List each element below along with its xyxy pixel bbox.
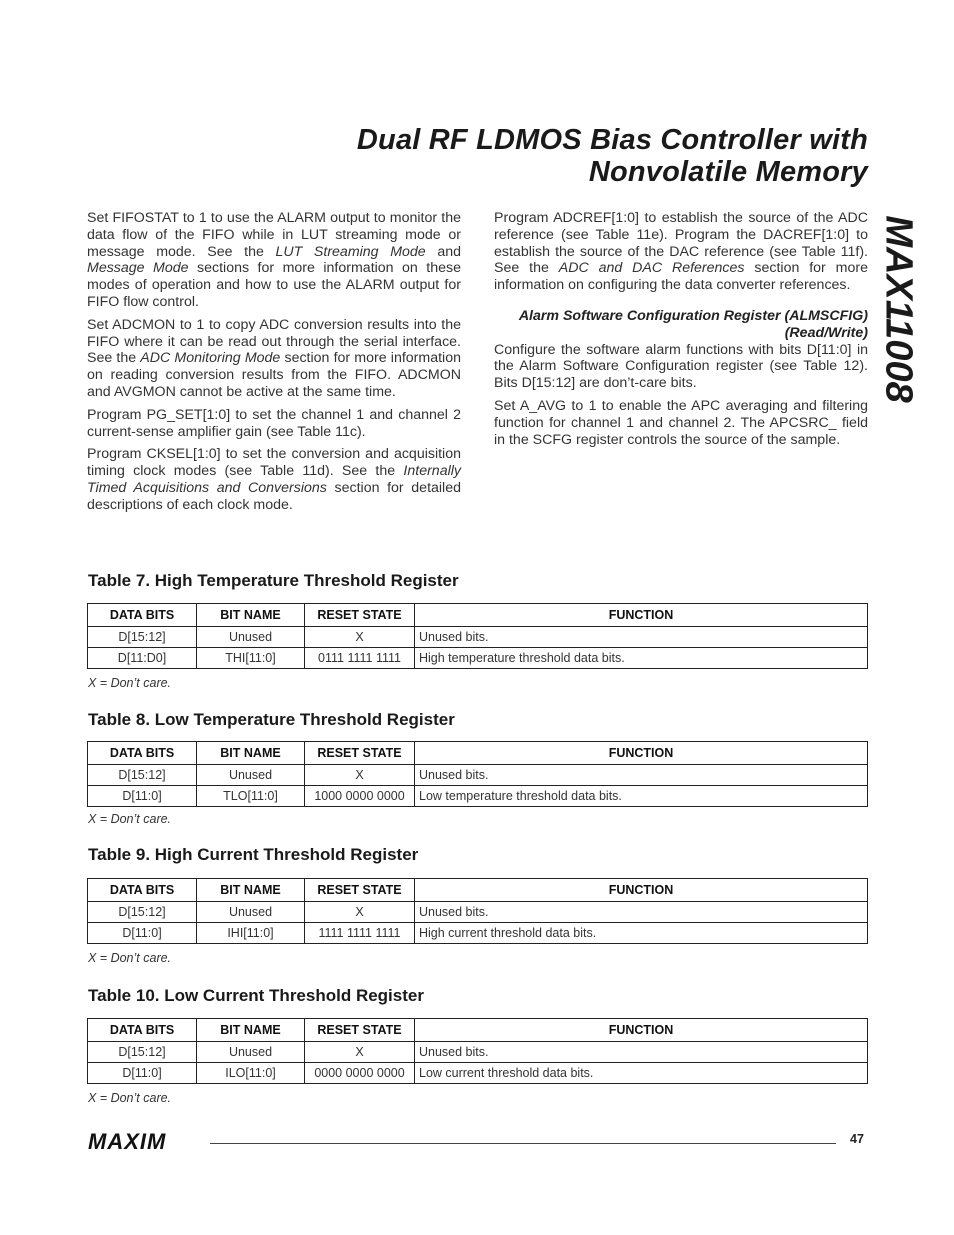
side-part-number — [872, 214, 924, 404]
cell: 0111 1111 1111 — [305, 648, 415, 669]
section-subheading — [494, 308, 868, 342]
cell: Low current threshold data bits. — [415, 1063, 868, 1084]
text-run: Configure the software alarm functions with bits D[11:0] in the Alarm Software Configuration register (see Table 12). Bits D[15:12] are don’t-care bits. — [494, 341, 868, 392]
header-function: FUNCTION — [415, 879, 868, 902]
cell: D[11:0] — [88, 786, 197, 807]
table-row — [88, 765, 868, 786]
cell: X — [305, 627, 415, 648]
page-title — [357, 124, 868, 188]
cell: D[15:12] — [88, 627, 197, 648]
cell: D[15:12] — [88, 1042, 197, 1063]
header-function: FUNCTION — [415, 1019, 868, 1042]
table-row — [88, 1063, 868, 1084]
text-run: section for detailed descriptions of each clock mode. — [87, 479, 461, 513]
table-8-title: Table 8. Low Temperature Threshold Register — [88, 710, 455, 729]
cell: Unused bits. — [415, 765, 868, 786]
paragraph — [87, 446, 461, 513]
paragraph — [494, 210, 868, 294]
text-run: sections for more information on these modes of operation and how to use the ALARM output for FIFO flow control. — [87, 260, 462, 310]
header-reset-state: RESET STATE — [305, 604, 415, 627]
paragraph — [87, 407, 461, 441]
table-8 — [87, 741, 868, 807]
cell: 1111 1111 1111 — [305, 923, 415, 944]
maxim-logo: MAXIM — [88, 1129, 167, 1154]
table-row — [88, 902, 868, 923]
paragraph — [87, 210, 461, 311]
table-10-note: X = Don’t care. — [88, 1091, 172, 1105]
text-run: Program CKSEL[1:0] to set the conversion and acquisition timing clock modes (see Table 11d). See the — [87, 446, 461, 480]
cell: D[15:12] — [88, 765, 197, 786]
cell: Unused — [197, 1042, 305, 1063]
cell: Unused bits. — [415, 627, 868, 648]
paragraph — [494, 342, 868, 392]
text-run: Program PG_SET[1:0] to set the channel 1 and channel 2 current-sense amplifier gain (see Table 11c). — [87, 406, 461, 440]
cell: D[11:0] — [88, 1063, 197, 1084]
table-10-title: Table 10. Low Current Threshold Register — [88, 986, 424, 1005]
table-header-row — [88, 742, 868, 765]
left-column — [87, 210, 461, 520]
table-row — [88, 648, 868, 669]
table-row — [88, 923, 868, 944]
page-number: 47 — [850, 1132, 864, 1146]
text-run: Program ADCREF[1:0] to establish the source of the ADC reference (see Table 11e). Program the DACREF[1:0] to establish the source of the DAC reference (see Table 11f). See the — [494, 210, 868, 277]
text-run: Set FIFOSTAT to 1 to use the ALARM output to monitor the data flow of the FIFO while in LUT streaming mode or message mode. See the — [87, 210, 461, 260]
cell: Unused — [197, 627, 305, 648]
right-column — [494, 210, 868, 454]
text-run: and — [425, 243, 462, 260]
table-row — [88, 1042, 868, 1063]
italic-reference: ADC Monitoring Mode — [140, 350, 281, 367]
title-line-1: Dual RF LDMOS Bias Controller with — [356, 124, 868, 156]
header-function: FUNCTION — [415, 742, 868, 765]
table-7-title: Table 7. High Temperature Threshold Register — [88, 571, 459, 590]
italic-reference: ADC and DAC References — [558, 260, 745, 277]
table-header-row — [88, 604, 868, 627]
header-bit-name: BIT NAME — [197, 742, 305, 765]
header-reset-state: RESET STATE — [305, 1019, 415, 1042]
text-run: section for more information on reading conversion results from the FIFO. ADCMON and AVGMON cannot be active at the same time. — [87, 350, 461, 400]
italic-reference: Internally Timed Acquisitions and Conversions — [87, 463, 461, 496]
header-reset-state: RESET STATE — [305, 742, 415, 765]
subheading-line-2: (Read/Write) — [784, 324, 868, 341]
header-data-bits: DATA BITS — [88, 742, 197, 765]
cell: Unused — [197, 765, 305, 786]
italic-reference: Message Mode — [87, 260, 189, 277]
header-function: FUNCTION — [415, 604, 868, 627]
cell: 1000 0000 0000 — [305, 786, 415, 807]
cell: D[11:0] — [88, 923, 197, 944]
cell: IHI[11:0] — [197, 923, 305, 944]
cell: X — [305, 902, 415, 923]
text-run: Set A_AVG to 1 to enable the APC averaging and filtering function for channel 1 and channel 2. The APCSRC_ field in the SCFG register controls the source of the sample. — [494, 397, 868, 448]
cell: Unused — [197, 902, 305, 923]
cell: Unused bits. — [415, 1042, 868, 1063]
cell: Low temperature threshold data bits. — [415, 786, 868, 807]
table-row — [88, 786, 868, 807]
side-part-number-text: MAX11008 — [877, 215, 920, 403]
cell: ILO[11:0] — [197, 1063, 305, 1084]
italic-reference: LUT Streaming Mode — [275, 243, 426, 260]
cell: High current threshold data bits. — [415, 923, 868, 944]
header-data-bits: DATA BITS — [88, 879, 197, 902]
table-8-note: X = Don’t care. — [88, 812, 172, 826]
cell: X — [305, 1042, 415, 1063]
table-10 — [87, 1018, 868, 1084]
table-9 — [87, 878, 868, 944]
cell: TLO[11:0] — [197, 786, 305, 807]
table-7-note: X = Don’t care. — [88, 676, 172, 690]
cell: D[11:D0] — [88, 648, 197, 669]
table-header-row — [88, 879, 868, 902]
header-data-bits: DATA BITS — [88, 1019, 197, 1042]
footer-divider — [210, 1143, 836, 1144]
cell: D[15:12] — [88, 902, 197, 923]
paragraph — [87, 317, 461, 401]
table-9-title: Table 9. High Current Threshold Register — [88, 845, 419, 864]
header-reset-state: RESET STATE — [305, 879, 415, 902]
header-data-bits: DATA BITS — [88, 604, 197, 627]
cell: 0000 0000 0000 — [305, 1063, 415, 1084]
header-bit-name: BIT NAME — [197, 604, 305, 627]
text-run: section for more information on configuring the data converter references. — [494, 260, 868, 294]
header-bit-name: BIT NAME — [197, 879, 305, 902]
cell: Unused bits. — [415, 902, 868, 923]
table-7 — [87, 603, 868, 669]
table-row — [88, 627, 868, 648]
header-bit-name: BIT NAME — [197, 1019, 305, 1042]
table-header-row — [88, 1019, 868, 1042]
table-9-note: X = Don’t care. — [88, 951, 172, 965]
cell: X — [305, 765, 415, 786]
subheading-line-1: Alarm Software Configuration Register (ALMSCFIG) — [518, 307, 868, 324]
cell: THI[11:0] — [197, 648, 305, 669]
cell: High temperature threshold data bits. — [415, 648, 868, 669]
text-run: Set ADCMON to 1 to copy ADC conversion results into the FIFO where it can be read out through the serial interface. See the — [87, 316, 461, 367]
paragraph — [494, 398, 868, 448]
title-line-2: Nonvolatile Memory — [588, 156, 868, 188]
